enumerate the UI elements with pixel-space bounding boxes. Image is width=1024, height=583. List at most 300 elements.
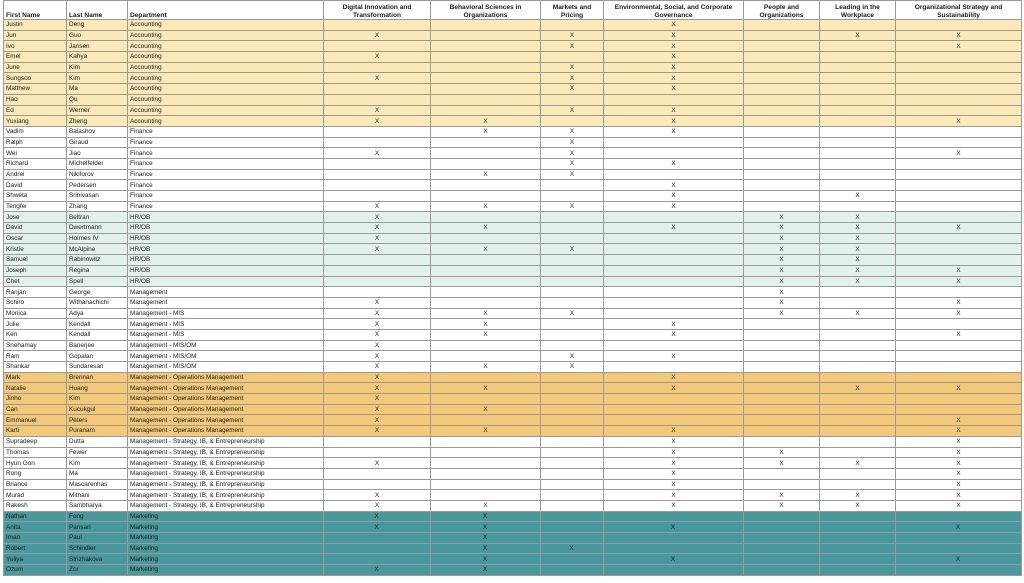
cell-course-mark[interactable] [431, 158, 541, 169]
cell-course-mark[interactable] [541, 340, 604, 351]
header-esg-governance[interactable]: Environmental, Social, and Corporate Governance [604, 1, 744, 20]
header-first-name[interactable]: First Name [4, 1, 67, 20]
cell-course-mark[interactable]: X [541, 73, 604, 84]
cell-course-mark[interactable] [744, 158, 820, 169]
cell-course-mark[interactable]: X [604, 105, 744, 116]
cell-last-name[interactable]: Jansen [67, 41, 128, 52]
cell-course-mark[interactable]: X [604, 30, 744, 41]
cell-course-mark[interactable]: X [896, 415, 1022, 426]
cell-course-mark[interactable]: X [744, 212, 820, 223]
cell-department[interactable]: Accounting [128, 105, 324, 116]
cell-course-mark[interactable] [744, 30, 820, 41]
cell-last-name[interactable]: Huang [67, 383, 128, 394]
cell-course-mark[interactable] [896, 255, 1022, 266]
cell-course-mark[interactable] [431, 52, 541, 63]
cell-course-mark[interactable]: X [604, 383, 744, 394]
cell-course-mark[interactable] [604, 362, 744, 373]
cell-course-mark[interactable]: X [324, 308, 431, 319]
cell-first-name[interactable]: Yuxiang [4, 116, 67, 127]
cell-course-mark[interactable] [324, 276, 431, 287]
cell-first-name[interactable]: Chet [4, 276, 67, 287]
cell-course-mark[interactable] [744, 351, 820, 362]
cell-course-mark[interactable]: X [896, 426, 1022, 437]
cell-course-mark[interactable] [896, 73, 1022, 84]
cell-course-mark[interactable] [541, 94, 604, 105]
cell-course-mark[interactable]: X [604, 500, 744, 511]
cell-course-mark[interactable]: X [820, 276, 896, 287]
cell-course-mark[interactable] [431, 255, 541, 266]
cell-course-mark[interactable]: X [431, 511, 541, 522]
cell-course-mark[interactable] [744, 201, 820, 212]
cell-course-mark[interactable]: X [324, 458, 431, 469]
cell-last-name[interactable]: Pansari [67, 522, 128, 533]
cell-course-mark[interactable]: X [431, 565, 541, 576]
cell-course-mark[interactable]: X [744, 490, 820, 501]
cell-course-mark[interactable] [541, 394, 604, 405]
cell-department[interactable]: Management - Operations Management [128, 415, 324, 426]
cell-course-mark[interactable]: X [431, 543, 541, 554]
cell-first-name[interactable]: Ivo [4, 41, 67, 52]
cell-department[interactable]: Finance [128, 201, 324, 212]
cell-course-mark[interactable] [896, 105, 1022, 116]
cell-course-mark[interactable] [820, 565, 896, 576]
cell-last-name[interactable]: Rabinowitz [67, 255, 128, 266]
cell-course-mark[interactable] [431, 212, 541, 223]
cell-course-mark[interactable] [541, 233, 604, 244]
cell-course-mark[interactable] [324, 287, 431, 298]
cell-course-mark[interactable]: X [541, 169, 604, 180]
cell-course-mark[interactable]: X [896, 297, 1022, 308]
cell-course-mark[interactable] [541, 191, 604, 202]
cell-course-mark[interactable] [324, 20, 431, 31]
cell-department[interactable]: Management - Strategy, IB, & Entrepreneurship [128, 436, 324, 447]
cell-course-mark[interactable] [820, 372, 896, 383]
cell-course-mark[interactable] [324, 62, 431, 73]
cell-first-name[interactable]: David [4, 223, 67, 234]
cell-department[interactable]: Accounting [128, 20, 324, 31]
cell-first-name[interactable]: Rakesh [4, 500, 67, 511]
cell-course-mark[interactable]: X [604, 436, 744, 447]
cell-last-name[interactable]: Giraud [67, 137, 128, 148]
cell-course-mark[interactable]: X [896, 41, 1022, 52]
cell-course-mark[interactable] [820, 362, 896, 373]
cell-course-mark[interactable] [744, 522, 820, 533]
cell-course-mark[interactable]: X [431, 533, 541, 544]
cell-course-mark[interactable]: X [896, 468, 1022, 479]
cell-course-mark[interactable] [324, 126, 431, 137]
cell-course-mark[interactable]: X [431, 404, 541, 415]
cell-course-mark[interactable]: X [324, 394, 431, 405]
cell-course-mark[interactable] [744, 415, 820, 426]
cell-course-mark[interactable] [431, 233, 541, 244]
cell-first-name[interactable]: Robert [4, 543, 67, 554]
cell-first-name[interactable]: Jinho [4, 394, 67, 405]
cell-department[interactable]: Accounting [128, 94, 324, 105]
cell-last-name[interactable]: George [67, 287, 128, 298]
cell-course-mark[interactable]: X [896, 276, 1022, 287]
cell-course-mark[interactable]: X [431, 201, 541, 212]
cell-course-mark[interactable]: X [431, 308, 541, 319]
cell-course-mark[interactable]: X [820, 490, 896, 501]
cell-course-mark[interactable]: X [604, 84, 744, 95]
cell-course-mark[interactable]: X [324, 52, 431, 63]
cell-course-mark[interactable]: X [324, 223, 431, 234]
cell-course-mark[interactable]: X [541, 308, 604, 319]
cell-course-mark[interactable] [744, 191, 820, 202]
cell-course-mark[interactable] [744, 426, 820, 437]
cell-last-name[interactable]: Strizhakova [67, 554, 128, 565]
cell-course-mark[interactable] [541, 180, 604, 191]
cell-last-name[interactable]: Sambharya [67, 500, 128, 511]
cell-department[interactable]: Management - Operations Management [128, 404, 324, 415]
cell-department[interactable]: Management - MIS/OM [128, 340, 324, 351]
cell-course-mark[interactable] [541, 116, 604, 127]
cell-course-mark[interactable] [744, 84, 820, 95]
cell-last-name[interactable]: Spell [67, 276, 128, 287]
cell-course-mark[interactable] [820, 479, 896, 490]
cell-course-mark[interactable] [604, 169, 744, 180]
cell-course-mark[interactable] [431, 340, 541, 351]
cell-course-mark[interactable] [604, 511, 744, 522]
cell-first-name[interactable]: Oscar [4, 233, 67, 244]
cell-course-mark[interactable] [744, 479, 820, 490]
cell-course-mark[interactable] [604, 148, 744, 159]
cell-last-name[interactable]: Zhang [67, 201, 128, 212]
cell-course-mark[interactable] [744, 52, 820, 63]
cell-department[interactable]: Management - Operations Management [128, 394, 324, 405]
cell-course-mark[interactable]: X [744, 244, 820, 255]
cell-course-mark[interactable] [541, 533, 604, 544]
cell-course-mark[interactable] [541, 255, 604, 266]
cell-last-name[interactable]: Schindler [67, 543, 128, 554]
cell-course-mark[interactable]: X [431, 383, 541, 394]
cell-first-name[interactable]: Ed [4, 105, 67, 116]
cell-course-mark[interactable] [820, 52, 896, 63]
cell-course-mark[interactable]: X [431, 116, 541, 127]
cell-department[interactable]: Management - Operations Management [128, 426, 324, 437]
cell-course-mark[interactable]: X [820, 191, 896, 202]
cell-course-mark[interactable]: X [604, 426, 744, 437]
cell-first-name[interactable]: Wei [4, 148, 67, 159]
cell-course-mark[interactable]: X [324, 329, 431, 340]
cell-first-name[interactable]: Yuliya [4, 554, 67, 565]
cell-course-mark[interactable] [541, 554, 604, 565]
cell-first-name[interactable]: Snehamay [4, 340, 67, 351]
cell-department[interactable]: Finance [128, 126, 324, 137]
cell-course-mark[interactable] [744, 169, 820, 180]
cell-course-mark[interactable] [820, 73, 896, 84]
cell-department[interactable]: Accounting [128, 41, 324, 52]
cell-course-mark[interactable] [431, 180, 541, 191]
cell-course-mark[interactable]: X [744, 500, 820, 511]
cell-course-mark[interactable] [541, 297, 604, 308]
cell-last-name[interactable]: Kucukgul [67, 404, 128, 415]
cell-course-mark[interactable]: X [604, 158, 744, 169]
cell-course-mark[interactable]: X [604, 180, 744, 191]
cell-course-mark[interactable]: X [896, 383, 1022, 394]
cell-course-mark[interactable] [324, 468, 431, 479]
cell-first-name[interactable]: Ozum [4, 565, 67, 576]
cell-course-mark[interactable] [541, 20, 604, 31]
cell-course-mark[interactable] [604, 244, 744, 255]
cell-last-name[interactable]: Ma [67, 468, 128, 479]
cell-first-name[interactable]: Murad [4, 490, 67, 501]
cell-last-name[interactable]: Peters [67, 415, 128, 426]
cell-department[interactable]: Management - Operations Management [128, 383, 324, 394]
cell-course-mark[interactable] [431, 415, 541, 426]
cell-last-name[interactable]: Gopalan [67, 351, 128, 362]
cell-last-name[interactable]: Brennan [67, 372, 128, 383]
cell-department[interactable]: HR/OB [128, 244, 324, 255]
cell-course-mark[interactable]: X [744, 233, 820, 244]
cell-course-mark[interactable] [744, 126, 820, 137]
cell-department[interactable]: Finance [128, 191, 324, 202]
cell-course-mark[interactable]: X [744, 265, 820, 276]
cell-course-mark[interactable]: X [604, 223, 744, 234]
header-markets-pricing[interactable]: Markets and Pricing [541, 1, 604, 20]
cell-course-mark[interactable] [324, 137, 431, 148]
cell-course-mark[interactable] [431, 436, 541, 447]
cell-course-mark[interactable] [744, 404, 820, 415]
cell-first-name[interactable]: Joseph [4, 265, 67, 276]
cell-course-mark[interactable] [896, 319, 1022, 330]
cell-course-mark[interactable] [820, 319, 896, 330]
cell-first-name[interactable]: Kristie [4, 244, 67, 255]
cell-course-mark[interactable]: X [324, 351, 431, 362]
cell-course-mark[interactable] [431, 148, 541, 159]
header-behavioral-sciences[interactable]: Behavioral Sciences in Organizations [431, 1, 541, 20]
cell-course-mark[interactable] [744, 73, 820, 84]
cell-course-mark[interactable] [541, 52, 604, 63]
cell-course-mark[interactable] [431, 458, 541, 469]
cell-course-mark[interactable]: X [324, 212, 431, 223]
cell-department[interactable]: HR/OB [128, 255, 324, 266]
cell-course-mark[interactable] [431, 447, 541, 458]
cell-course-mark[interactable] [896, 94, 1022, 105]
cell-department[interactable]: Accounting [128, 30, 324, 41]
cell-course-mark[interactable] [896, 287, 1022, 298]
cell-course-mark[interactable]: X [896, 223, 1022, 234]
cell-last-name[interactable]: McAlpine [67, 244, 128, 255]
cell-course-mark[interactable]: X [541, 351, 604, 362]
cell-course-mark[interactable]: X [896, 148, 1022, 159]
cell-department[interactable]: HR/OB [128, 276, 324, 287]
cell-course-mark[interactable] [744, 468, 820, 479]
cell-first-name[interactable]: Matthew [4, 84, 67, 95]
cell-course-mark[interactable]: X [744, 276, 820, 287]
cell-course-mark[interactable] [604, 340, 744, 351]
cell-first-name[interactable]: Ram [4, 351, 67, 362]
cell-first-name[interactable]: Natalie [4, 383, 67, 394]
cell-course-mark[interactable] [541, 329, 604, 340]
cell-course-mark[interactable]: X [324, 565, 431, 576]
cell-course-mark[interactable]: X [604, 191, 744, 202]
cell-course-mark[interactable] [744, 319, 820, 330]
cell-department[interactable]: HR/OB [128, 212, 324, 223]
cell-course-mark[interactable]: X [604, 490, 744, 501]
cell-course-mark[interactable]: X [744, 223, 820, 234]
cell-course-mark[interactable] [896, 126, 1022, 137]
cell-course-mark[interactable] [820, 201, 896, 212]
cell-first-name[interactable]: Anita [4, 522, 67, 533]
cell-last-name[interactable]: Beltran [67, 212, 128, 223]
cell-last-name[interactable]: Qu [67, 94, 128, 105]
cell-course-mark[interactable]: X [896, 329, 1022, 340]
cell-course-mark[interactable] [604, 265, 744, 276]
cell-first-name[interactable]: Supradeep [4, 436, 67, 447]
cell-course-mark[interactable] [541, 319, 604, 330]
cell-course-mark[interactable]: X [541, 148, 604, 159]
cell-last-name[interactable]: Sundaresan [67, 362, 128, 373]
cell-last-name[interactable]: Kahya [67, 52, 128, 63]
cell-course-mark[interactable] [744, 105, 820, 116]
cell-course-mark[interactable] [820, 180, 896, 191]
cell-first-name[interactable]: Ken [4, 329, 67, 340]
cell-course-mark[interactable] [324, 158, 431, 169]
cell-course-mark[interactable]: X [604, 554, 744, 565]
cell-department[interactable]: Finance [128, 137, 324, 148]
cell-course-mark[interactable] [431, 490, 541, 501]
cell-course-mark[interactable] [541, 372, 604, 383]
cell-first-name[interactable]: Andrei [4, 169, 67, 180]
cell-course-mark[interactable] [431, 30, 541, 41]
cell-course-mark[interactable] [541, 426, 604, 437]
cell-department[interactable]: Management - Strategy, IB, & Entrepreneurship [128, 458, 324, 469]
cell-department[interactable]: Marketing [128, 565, 324, 576]
cell-course-mark[interactable] [541, 212, 604, 223]
header-org-strategy[interactable]: Organizational Strategy and Sustainability [896, 1, 1022, 20]
cell-course-mark[interactable] [820, 137, 896, 148]
cell-first-name[interactable]: Nathan [4, 511, 67, 522]
cell-course-mark[interactable] [820, 158, 896, 169]
cell-course-mark[interactable] [744, 543, 820, 554]
cell-last-name[interactable]: Fewer [67, 447, 128, 458]
cell-course-mark[interactable]: X [541, 543, 604, 554]
cell-last-name[interactable]: Zheng [67, 116, 128, 127]
cell-course-mark[interactable]: X [324, 511, 431, 522]
cell-course-mark[interactable]: X [896, 30, 1022, 41]
cell-course-mark[interactable] [324, 169, 431, 180]
cell-department[interactable]: Management - Strategy, IB, & Entrepreneurship [128, 500, 324, 511]
cell-course-mark[interactable]: X [820, 212, 896, 223]
cell-course-mark[interactable]: X [431, 223, 541, 234]
cell-course-mark[interactable]: X [324, 297, 431, 308]
cell-department[interactable]: Management - MIS/OM [128, 351, 324, 362]
cell-course-mark[interactable] [604, 533, 744, 544]
cell-course-mark[interactable] [541, 287, 604, 298]
cell-course-mark[interactable]: X [744, 458, 820, 469]
cell-course-mark[interactable]: X [324, 415, 431, 426]
cell-first-name[interactable]: Julie [4, 319, 67, 330]
cell-first-name[interactable]: Richard [4, 158, 67, 169]
cell-course-mark[interactable]: X [431, 554, 541, 565]
cell-course-mark[interactable] [744, 340, 820, 351]
cell-course-mark[interactable]: X [744, 297, 820, 308]
cell-course-mark[interactable] [541, 383, 604, 394]
cell-course-mark[interactable] [820, 522, 896, 533]
cell-course-mark[interactable] [744, 394, 820, 405]
cell-course-mark[interactable]: X [431, 244, 541, 255]
cell-course-mark[interactable]: X [324, 319, 431, 330]
cell-course-mark[interactable] [324, 554, 431, 565]
cell-course-mark[interactable] [744, 383, 820, 394]
cell-course-mark[interactable] [604, 276, 744, 287]
cell-course-mark[interactable]: X [604, 329, 744, 340]
cell-course-mark[interactable]: X [324, 362, 431, 373]
cell-course-mark[interactable]: X [541, 62, 604, 73]
cell-course-mark[interactable] [896, 404, 1022, 415]
cell-course-mark[interactable] [896, 137, 1022, 148]
cell-course-mark[interactable]: X [820, 244, 896, 255]
cell-department[interactable]: Management - Strategy, IB, & Entrepreneurship [128, 490, 324, 501]
cell-course-mark[interactable]: X [324, 105, 431, 116]
cell-course-mark[interactable]: X [541, 362, 604, 373]
cell-course-mark[interactable] [604, 233, 744, 244]
cell-first-name[interactable]: Jose [4, 212, 67, 223]
cell-course-mark[interactable] [744, 533, 820, 544]
cell-course-mark[interactable] [604, 287, 744, 298]
cell-course-mark[interactable] [541, 447, 604, 458]
cell-course-mark[interactable]: X [541, 244, 604, 255]
cell-course-mark[interactable] [324, 94, 431, 105]
cell-course-mark[interactable] [820, 169, 896, 180]
cell-course-mark[interactable] [324, 84, 431, 95]
cell-course-mark[interactable]: X [604, 41, 744, 52]
cell-course-mark[interactable]: X [820, 383, 896, 394]
cell-course-mark[interactable]: X [820, 223, 896, 234]
cell-course-mark[interactable]: X [431, 522, 541, 533]
cell-last-name[interactable]: Dwertmann [67, 223, 128, 234]
cell-course-mark[interactable] [324, 41, 431, 52]
cell-last-name[interactable]: Balashov [67, 126, 128, 137]
cell-course-mark[interactable] [324, 180, 431, 191]
cell-course-mark[interactable]: X [324, 116, 431, 127]
cell-course-mark[interactable] [820, 511, 896, 522]
cell-course-mark[interactable]: X [604, 126, 744, 137]
cell-course-mark[interactable]: X [431, 426, 541, 437]
cell-course-mark[interactable]: X [604, 522, 744, 533]
cell-course-mark[interactable] [744, 62, 820, 73]
cell-course-mark[interactable] [820, 41, 896, 52]
cell-course-mark[interactable] [896, 169, 1022, 180]
cell-department[interactable]: Management - Strategy, IB, & Entrepreneurship [128, 447, 324, 458]
cell-course-mark[interactable] [541, 565, 604, 576]
cell-course-mark[interactable] [896, 244, 1022, 255]
cell-last-name[interactable]: Michelfelder [67, 158, 128, 169]
cell-first-name[interactable]: David [4, 180, 67, 191]
cell-department[interactable]: Management - Operations Management [128, 372, 324, 383]
cell-department[interactable]: Accounting [128, 62, 324, 73]
cell-course-mark[interactable] [324, 533, 431, 544]
cell-course-mark[interactable] [431, 191, 541, 202]
cell-course-mark[interactable] [431, 137, 541, 148]
cell-course-mark[interactable] [896, 233, 1022, 244]
cell-course-mark[interactable] [820, 126, 896, 137]
cell-first-name[interactable]: Justin [4, 20, 67, 31]
cell-last-name[interactable]: Withanachichi [67, 297, 128, 308]
cell-first-name[interactable]: Samuel [4, 255, 67, 266]
cell-course-mark[interactable]: X [541, 41, 604, 52]
cell-department[interactable]: Management - MIS [128, 308, 324, 319]
cell-course-mark[interactable]: X [324, 244, 431, 255]
cell-course-mark[interactable]: X [324, 490, 431, 501]
cell-course-mark[interactable] [431, 20, 541, 31]
cell-last-name[interactable]: Paul [67, 533, 128, 544]
cell-course-mark[interactable] [896, 180, 1022, 191]
cell-first-name[interactable]: Sungsoo [4, 73, 67, 84]
cell-department[interactable]: Finance [128, 148, 324, 159]
cell-last-name[interactable]: Pedersen [67, 180, 128, 191]
